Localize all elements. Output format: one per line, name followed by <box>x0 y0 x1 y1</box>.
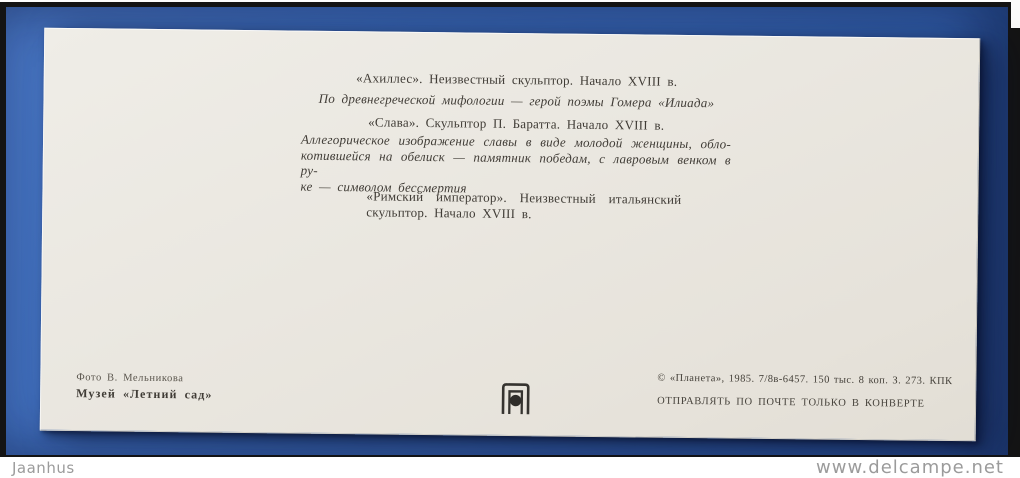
photo-credit: Фото В. Мельникова <box>76 372 184 385</box>
caption-emperor-line2: скульптор. Начало XVIII в. <box>366 203 532 221</box>
watermark-seller-name: Jaanhus <box>12 459 75 477</box>
planeta-publisher-logo-icon <box>499 381 532 415</box>
caption-slava-title: «Слава». Скульптор П. Баратта. Начало XVIII в. <box>368 114 665 133</box>
postal-instruction: ОТПРАВЛЯТЬ ПО ПОЧТЕ ТОЛЬКО В КОНВЕРТЕ <box>657 395 925 410</box>
publisher-imprint: © «Планета», 1985. 7/8в-6457. 150 тыс. 8 коп. З. 273. КПК <box>657 372 953 388</box>
caption-emperor-line1: «Римский император». Неизвестный итальянский <box>366 188 682 207</box>
caption-achilles-note: По древнегреческой мифологии — герой поэмы Гомера «Илиада» <box>318 90 715 111</box>
caption-slava-note-line1: Аллегорическое изображение славы в виде молодой женщины, обло- <box>300 131 732 152</box>
caption-achilles-title: «Ахиллес». Неизвестный скульптор. Начало XVIII в. <box>356 70 678 89</box>
watermark-site-url: www.delcampe.net <box>816 457 1004 478</box>
caption-slava-note-line3: ке — символом бессмертия <box>300 178 467 196</box>
museum-name: Музей «Летний сад» <box>76 386 213 402</box>
scan-corner-notch <box>1011 0 1020 28</box>
caption-emperor <box>300 188 681 223</box>
caption-slava-note-line2: котившейся на обелиск — памятник победам, с лавровым венком в ру- <box>300 147 731 178</box>
postcard-back <box>40 28 981 442</box>
